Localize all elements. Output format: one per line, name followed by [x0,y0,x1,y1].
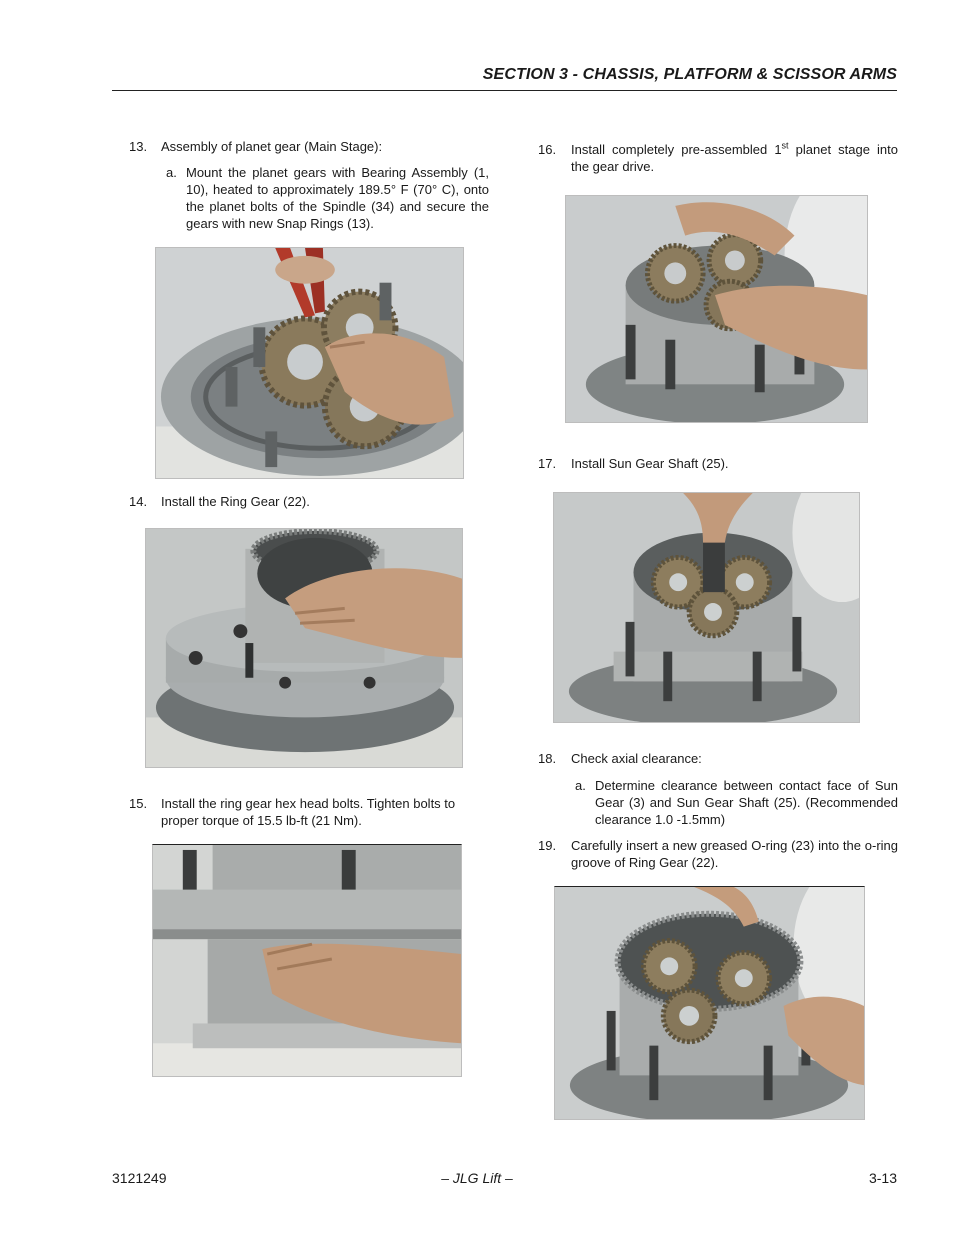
section-header-title: SECTION 3 - CHASSIS, PLATFORM & SCISSOR ARMS [482,66,897,83]
step-text-part-2: planet stage into the gear drive. [571,142,898,174]
photo-planet-stage-install [565,195,868,423]
step-number: 19. [538,838,557,853]
header-rule [112,90,897,91]
step-14 [129,493,489,513]
step-13 [129,138,489,233]
step-text: Install Sun Gear Shaft (25). [571,456,729,471]
step-number: 17. [538,456,557,471]
footer-brand: – JLG Lift – [441,1170,513,1186]
step-number: 15. [129,796,148,811]
step-number: 14. [129,494,148,509]
sub-text: Mount the planet gears with Bearing Assembly (1, 10), heated to approximately 189.5° F (70° C), onto the planet bolts of the Spindle (34) and secure the gears with new Snap Rings (13). [186,165,489,231]
photo-ring-gear-install [145,528,463,768]
step-number: 16. [538,142,557,157]
document-number: 3121249 [112,1170,167,1186]
page-number: 3-13 [868,1170,897,1186]
photo-planet-gear-assembly [155,247,464,479]
step-18-sub-a [575,777,898,828]
step-17 [538,455,898,475]
step-number: 13. [129,139,148,154]
superscript: st [781,140,789,151]
step-text: Carefully insert a new greased O-ring (23) into the o-ring groove of Ring Gear (22). [571,838,898,870]
step-text: Assembly of planet gear (Main Stage): [161,139,383,154]
step-text: Install the ring gear hex head bolts. Tighten bolts to proper torque of 15.5 lb-ft (21 Nm). [161,796,456,828]
step-text: Install the Ring Gear (22). [161,494,310,509]
sub-letter: a. [166,165,177,180]
photo-sun-gear-shaft [553,492,860,723]
step-19 [538,837,898,877]
step-18 [538,750,898,830]
step-16 [538,141,898,181]
step-15 [129,795,489,835]
sub-letter: a. [575,778,586,793]
sub-text: Determine clearance between contact face of Sun Gear (3) and Sun Gear Shaft (25). (Recommended clearance 1.0 -1.5mm) [595,778,898,827]
step-13-sub-a [166,164,489,232]
photo-o-ring-insert [554,886,865,1120]
photo-ring-gear-bolts [152,844,462,1077]
step-number: 18. [538,751,557,766]
step-text: Check axial clearance: [571,751,702,766]
step-text-part-1: Install completely pre-assembled 1 [571,142,782,157]
step-text [571,141,898,175]
